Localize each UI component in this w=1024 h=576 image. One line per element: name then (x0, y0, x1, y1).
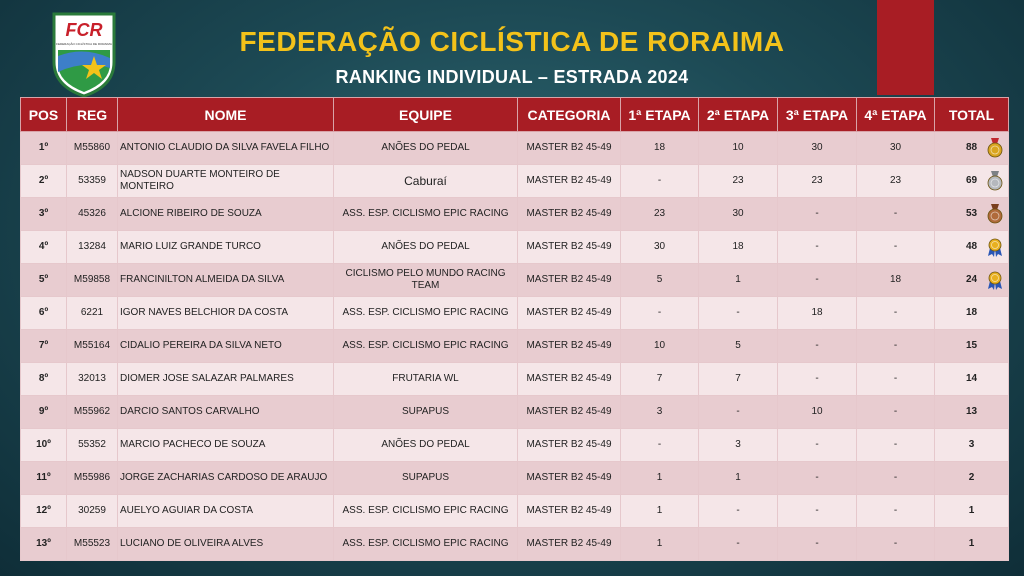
bronze-medal-icon (986, 204, 1004, 224)
column-header: POS (21, 98, 67, 132)
registration-cell: M55986 (67, 462, 118, 495)
registration-cell: 30259 (67, 495, 118, 528)
position-cell: 4º (21, 231, 67, 264)
stage-2-cell: 7 (699, 363, 778, 396)
stage-3-cell: - (778, 363, 857, 396)
registration-cell: 55352 (67, 429, 118, 462)
registration-cell: M59858 (67, 264, 118, 297)
ranking-table (20, 97, 1009, 561)
name-cell: ALCIONE RIBEIRO DE SOUZA (118, 198, 334, 231)
stage-1-cell: 23 (621, 198, 699, 231)
stage-2-cell: 1 (699, 264, 778, 297)
category-cell: MASTER B2 45-49 (518, 495, 621, 528)
total-cell (935, 429, 1009, 462)
page-title: FEDERAÇÃO CICLÍSTICA DE RORAIMA (239, 26, 785, 57)
stage-1-cell: 1 (621, 462, 699, 495)
team-cell: ANÕES DO PEDAL (334, 132, 518, 165)
name-cell: LUCIANO DE OLIVEIRA ALVES (118, 528, 334, 561)
registration-cell: M55860 (67, 132, 118, 165)
stage-1-cell: 1 (621, 495, 699, 528)
category-cell: MASTER B2 45-49 (518, 132, 621, 165)
total-cell (935, 165, 1009, 198)
position-cell: 9º (21, 396, 67, 429)
stage-4-cell: 30 (857, 132, 935, 165)
total-value: 48 (965, 241, 978, 252)
name-cell: ANTONIO CLAUDIO DA SILVA FAVELA FILHO (118, 132, 334, 165)
name-cell: MARIO LUIZ GRANDE TURCO (118, 231, 334, 264)
category-cell: MASTER B2 45-49 (518, 363, 621, 396)
category-cell: MASTER B2 45-49 (518, 396, 621, 429)
total-value: 2 (968, 472, 975, 483)
column-header: CATEGORIA (518, 98, 621, 132)
category-cell: MASTER B2 45-49 (518, 330, 621, 363)
stage-2-cell: - (699, 495, 778, 528)
stage-3-cell: 23 (778, 165, 857, 198)
total-value: 1 (968, 538, 975, 549)
name-cell: MARCIO PACHECO DE SOUZA (118, 429, 334, 462)
table-row (21, 363, 1009, 396)
stage-1-cell: 1 (621, 528, 699, 561)
table-row (21, 462, 1009, 495)
stage-4-cell: - (857, 462, 935, 495)
gold-medal-icon (986, 138, 1004, 158)
stage-4-cell: - (857, 198, 935, 231)
name-cell: FRANCINILTON ALMEIDA DA SILVA (118, 264, 334, 297)
category-cell: MASTER B2 45-49 (518, 231, 621, 264)
total-value: 69 (965, 175, 978, 186)
ranking-body (21, 132, 1009, 561)
stage-4-cell: - (857, 231, 935, 264)
team-cell: ASS. ESP. CICLISMO EPIC RACING (334, 198, 518, 231)
column-header: NOME (118, 98, 334, 132)
ribbon-medal-icon (986, 237, 1004, 257)
stage-1-cell: 18 (621, 132, 699, 165)
stage-2-cell: 3 (699, 429, 778, 462)
total-cell (935, 198, 1009, 231)
table-row (21, 528, 1009, 561)
stage-4-cell: 18 (857, 264, 935, 297)
stage-4-cell: 23 (857, 165, 935, 198)
stage-3-cell: 30 (778, 132, 857, 165)
stage-3-cell: 10 (778, 396, 857, 429)
position-cell: 12º (21, 495, 67, 528)
total-value: 88 (965, 142, 978, 153)
registration-cell: M55523 (67, 528, 118, 561)
stage-3-cell: - (778, 231, 857, 264)
name-cell: IGOR NAVES BELCHIOR DA COSTA (118, 297, 334, 330)
name-cell: CIDALIO PEREIRA DA SILVA NETO (118, 330, 334, 363)
stage-1-cell: 3 (621, 396, 699, 429)
team-cell: SUPAPUS (334, 396, 518, 429)
position-cell: 3º (21, 198, 67, 231)
table-row (21, 165, 1009, 198)
position-cell: 1º (21, 132, 67, 165)
stage-3-cell: - (778, 264, 857, 297)
stage-2-cell: 5 (699, 330, 778, 363)
total-cell (935, 132, 1009, 165)
position-cell: 11º (21, 462, 67, 495)
team-cell: CICLISMO PELO MUNDO RACING TEAM (334, 264, 518, 297)
position-cell: 10º (21, 429, 67, 462)
page-subtitle: RANKING INDIVIDUAL – ESTRADA 2024 (335, 67, 689, 87)
team-cell: ASS. ESP. CICLISMO EPIC RACING (334, 297, 518, 330)
total-value: 15 (965, 340, 978, 351)
column-header: 4ª ETAPA (857, 98, 935, 132)
stage-2-cell: - (699, 396, 778, 429)
total-value: 3 (968, 439, 975, 450)
stage-4-cell: - (857, 528, 935, 561)
category-cell: MASTER B2 45-49 (518, 297, 621, 330)
stage-1-cell: 7 (621, 363, 699, 396)
column-header: 2ª ETAPA (699, 98, 778, 132)
total-cell (935, 231, 1009, 264)
total-cell (935, 264, 1009, 297)
category-cell: MASTER B2 45-49 (518, 198, 621, 231)
stage-4-cell: - (857, 363, 935, 396)
stage-1-cell: 30 (621, 231, 699, 264)
stage-3-cell: - (778, 528, 857, 561)
table-row (21, 132, 1009, 165)
team-cell: Caburaí (334, 165, 518, 198)
total-value: 24 (965, 274, 978, 285)
team-cell: ASS. ESP. CICLISMO EPIC RACING (334, 528, 518, 561)
stage-2-cell: 18 (699, 231, 778, 264)
column-header: EQUIPE (334, 98, 518, 132)
total-cell (935, 462, 1009, 495)
stage-2-cell: 10 (699, 132, 778, 165)
stage-4-cell: - (857, 396, 935, 429)
stage-1-cell: 10 (621, 330, 699, 363)
position-cell: 7º (21, 330, 67, 363)
registration-cell: 53359 (67, 165, 118, 198)
stage-1-cell: - (621, 297, 699, 330)
registration-cell: 13284 (67, 231, 118, 264)
stage-2-cell: - (699, 528, 778, 561)
team-cell: ANÕES DO PEDAL (334, 231, 518, 264)
team-cell: SUPAPUS (334, 462, 518, 495)
team-cell: FRUTARIA WL (334, 363, 518, 396)
stage-3-cell: - (778, 462, 857, 495)
total-cell (935, 330, 1009, 363)
registration-cell: 6221 (67, 297, 118, 330)
table-row (21, 396, 1009, 429)
stage-1-cell: - (621, 165, 699, 198)
category-cell: MASTER B2 45-49 (518, 462, 621, 495)
total-cell (935, 528, 1009, 561)
silver-medal-icon (986, 171, 1004, 191)
total-value: 14 (965, 373, 978, 384)
category-cell: MASTER B2 45-49 (518, 528, 621, 561)
team-cell: ASS. ESP. CICLISMO EPIC RACING (334, 330, 518, 363)
table-row (21, 297, 1009, 330)
table-row (21, 264, 1009, 297)
registration-cell: 45326 (67, 198, 118, 231)
category-cell: MASTER B2 45-49 (518, 165, 621, 198)
name-cell: DIOMER JOSE SALAZAR PALMARES (118, 363, 334, 396)
category-cell: MASTER B2 45-49 (518, 429, 621, 462)
total-value: 13 (965, 406, 978, 417)
position-cell: 13º (21, 528, 67, 561)
stage-3-cell: - (778, 198, 857, 231)
column-header: REG (67, 98, 118, 132)
total-cell (935, 297, 1009, 330)
total-cell (935, 363, 1009, 396)
table-row (21, 495, 1009, 528)
stage-2-cell: - (699, 297, 778, 330)
position-cell: 2º (21, 165, 67, 198)
category-cell: MASTER B2 45-49 (518, 264, 621, 297)
total-value: 53 (965, 208, 978, 219)
table-row (21, 231, 1009, 264)
stage-1-cell: 5 (621, 264, 699, 297)
name-cell: DARCIO SANTOS CARVALHO (118, 396, 334, 429)
total-value: 1 (968, 505, 975, 516)
table-row (21, 198, 1009, 231)
registration-cell: M55962 (67, 396, 118, 429)
stage-3-cell: - (778, 429, 857, 462)
total-cell (935, 495, 1009, 528)
total-cell (935, 396, 1009, 429)
name-cell: NADSON DUARTE MONTEIRO DE MONTEIRO (118, 165, 334, 198)
stage-4-cell: - (857, 297, 935, 330)
team-cell: ASS. ESP. CICLISMO EPIC RACING (334, 495, 518, 528)
stage-2-cell: 1 (699, 462, 778, 495)
stage-3-cell: - (778, 495, 857, 528)
position-cell: 8º (21, 363, 67, 396)
name-cell: JORGE ZACHARIAS CARDOSO DE ARAUJO (118, 462, 334, 495)
total-value: 18 (965, 307, 978, 318)
table-row (21, 330, 1009, 363)
logo-small-text: FEDERAÇÃO CICLÍSTICA DE RORAIMA (56, 42, 112, 46)
stage-4-cell: - (857, 495, 935, 528)
table-header-row (21, 98, 1009, 132)
name-cell: AUELYO AGUIAR DA COSTA (118, 495, 334, 528)
stage-3-cell: - (778, 330, 857, 363)
stage-4-cell: - (857, 330, 935, 363)
logo-text: FCR (65, 20, 103, 40)
column-header: 3ª ETAPA (778, 98, 857, 132)
position-cell: 5º (21, 264, 67, 297)
stage-2-cell: 23 (699, 165, 778, 198)
stage-4-cell: - (857, 429, 935, 462)
position-cell: 6º (21, 297, 67, 330)
stage-1-cell: - (621, 429, 699, 462)
column-header: 1ª ETAPA (621, 98, 699, 132)
registration-cell: 32013 (67, 363, 118, 396)
stage-3-cell: 18 (778, 297, 857, 330)
stage-2-cell: 30 (699, 198, 778, 231)
team-cell: ANÕES DO PEDAL (334, 429, 518, 462)
column-header: TOTAL (935, 98, 1009, 132)
table-row (21, 429, 1009, 462)
ribbon-medal-icon (986, 270, 1004, 290)
registration-cell: M55164 (67, 330, 118, 363)
